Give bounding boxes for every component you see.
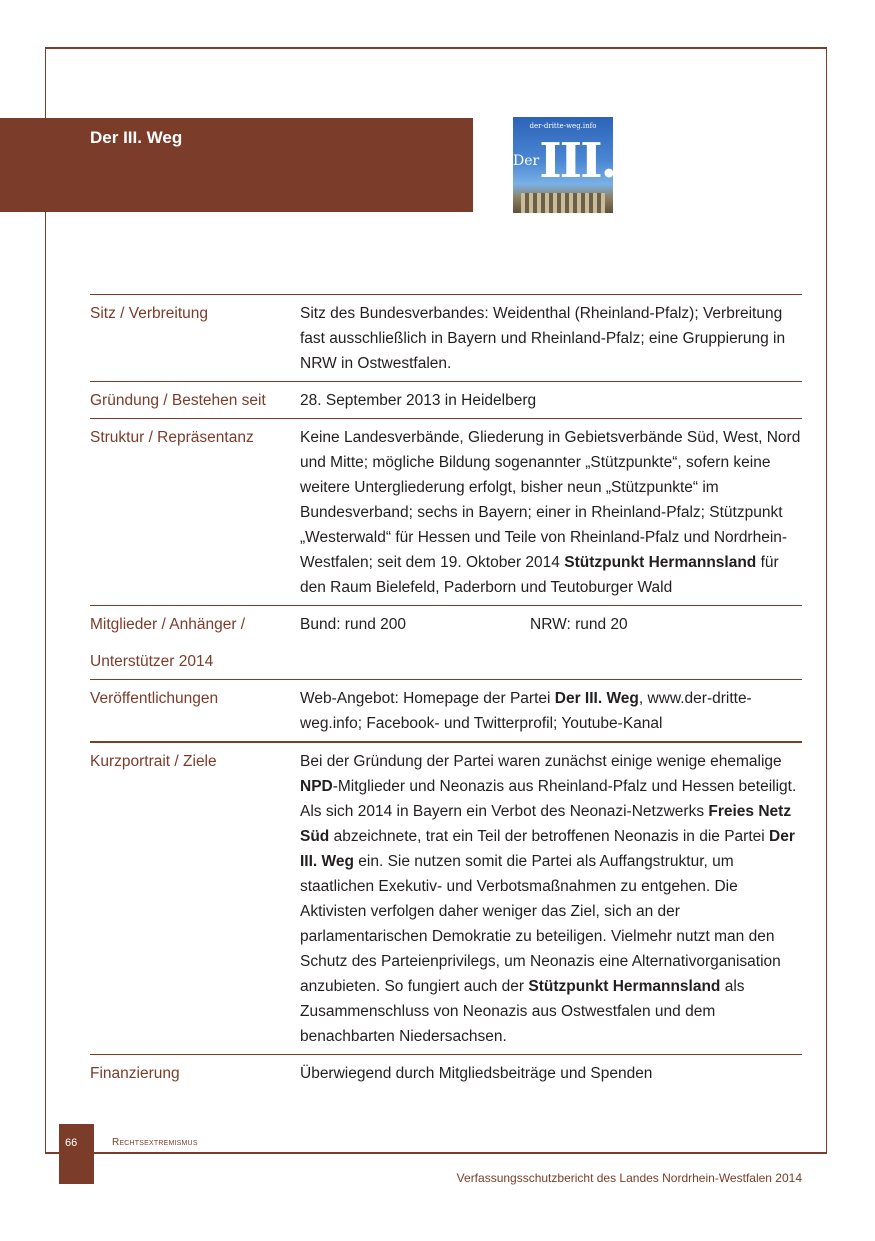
member-counts — [300, 612, 802, 637]
text-span: ein. Sie nutzen somit die Partei als Auffangstruktur, um staatlichen Exekutiv- und Verbotsmaßnahmen zu entgehen. Die Aktivisten verfolgen daher weniger das Ziel, sich an der parlamentarischen Demokratie zu beteiligen. Vielmehr nutzt man den Schutz des Parteienprivilegs, um Neonazis eine Alternativorganisation anzubieten. So fungiert auch der — [300, 853, 781, 995]
label-line: Unterstützer 2014 — [90, 653, 214, 670]
row-value-sitz: Sitz des Bundesverbandes: Weidenthal (Rheinland-Pfalz); Verbreitung fast ausschließlich in Bayern und Rheinland-Pfalz; eine Gruppierung in NRW in Ostwestfalen. — [300, 295, 802, 382]
table-row — [90, 295, 802, 382]
table-row — [90, 606, 802, 680]
row-label-sitz: Sitz / Verbreitung — [90, 295, 300, 382]
text-span: abzeichnete, trat ein Teil der betroffenen Neonazis in die Partei — [329, 828, 770, 845]
row-label-gruendung: Gründung / Bestehen seit — [90, 382, 300, 419]
row-label-struktur: Struktur / Repräsentanz — [90, 419, 300, 606]
count-nrw: NRW: rund 20 — [530, 616, 628, 633]
logo-url-text: der-dritte-weg.info — [529, 122, 597, 130]
row-value-kurzportrait — [300, 742, 802, 1055]
page-title: Der III. Weg — [90, 128, 183, 147]
logo-wordmark — [513, 133, 646, 189]
row-value-mitglieder — [300, 606, 802, 680]
publication-footer: Verfassungsschutzbericht des Landes Nordrhein-Westfalen 2014 — [456, 1171, 802, 1185]
logo-building-image — [521, 193, 605, 213]
table-row — [90, 680, 802, 743]
table-row — [90, 1055, 802, 1092]
table-row — [90, 419, 802, 606]
row-value-gruendung: 28. September 2013 in Heidelberg — [300, 382, 802, 419]
bold-term: Stützpunkt Hermannsland — [564, 554, 757, 571]
section-label: Rechtsextremismus — [112, 1137, 198, 1148]
row-value-veroeffentlichungen — [300, 680, 802, 743]
info-table — [90, 294, 802, 1091]
row-label-veroeffentlichungen: Veröffentlichungen — [90, 680, 300, 743]
logo-numeral: III. — [539, 133, 616, 189]
text-span: Keine Landesverbände, Gliederung in Gebietsverbände Süd, West, Nord und Mitte; mögliche Bildung sogenannter „Stützpunkte“, sofern keine weitere Untergliederung erfolgt, bisher neun „Stützpunkte“ im Bundesverband; sechs in Bayern; einer in Rheinland-Pfalz; Stützpunkt „Westerwald“ für Hessen und Teile von Rheinland-Pfalz und Nordrhein-Westfalen; seit dem 19. Oktober 2014 — [300, 429, 801, 571]
count-bund: Bund: rund 200 — [300, 616, 407, 633]
party-logo — [513, 117, 646, 213]
logo-word-der: Der — [513, 153, 540, 169]
bold-term: Freies Netz Süd — [300, 803, 792, 845]
bold-term: Der III. Weg — [300, 828, 795, 870]
row-label-finanzierung: Finanzierung — [90, 1055, 300, 1092]
page-number-tab — [59, 1124, 94, 1184]
row-value-finanzierung: Überwiegend durch Mitgliedsbeiträge und Spenden — [300, 1055, 802, 1092]
bold-term: Der III. Weg — [554, 690, 639, 707]
text-span: als Zusammenschluss von Neonazis aus Ostwestfalen und dem benachbarten Niedersachsen. — [300, 978, 745, 1045]
table-row — [90, 742, 802, 1055]
row-label-mitglieder — [90, 606, 300, 680]
table-row — [90, 382, 802, 419]
row-value-struktur — [300, 419, 802, 606]
title-band — [0, 118, 473, 212]
text-span: Bei der Gründung der Partei waren zunächst einige wenige ehemalige — [300, 753, 782, 770]
text-span: für den Raum Bielefeld, Paderborn und Teutoburger Wald — [300, 554, 779, 596]
row-label-kurzportrait: Kurzportrait / Ziele — [90, 742, 300, 1055]
label-line: Mitglieder / Anhänger / — [90, 616, 246, 633]
text-span: -Mitglieder und Neonazis aus Rheinland-Pfalz und Hessen beteiligt. Als sich 2014 in Bayern ein Verbot des Neonazi-Netzwerks — [300, 778, 797, 820]
page-number: 66 — [65, 1137, 78, 1149]
text-span: Web-Angebot: Homepage der Partei — [300, 690, 555, 707]
bold-term: NPD — [300, 778, 333, 795]
text-span: , www.der-dritte-weg.info; Facebook- und Twitterprofil; Youtube-Kanal — [300, 690, 752, 732]
logo-word-weg: Weg — [615, 153, 646, 169]
bold-term: Stützpunkt Hermannsland — [528, 978, 721, 995]
